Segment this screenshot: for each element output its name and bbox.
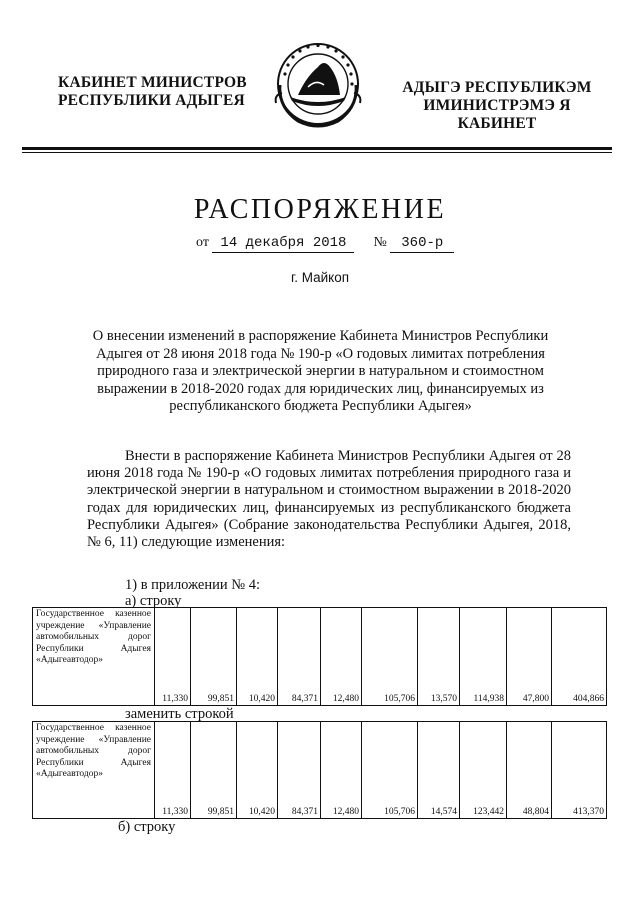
table-cell: 14,574 — [418, 722, 460, 819]
table-cell: 114,938 — [460, 608, 507, 706]
item-1b: б) строку — [118, 819, 176, 835]
new-row-table — [32, 721, 607, 819]
item-1: 1) в приложении № 4: — [125, 577, 260, 593]
header-left-line1: КАБИНЕТ МИНИСТРОВ — [58, 74, 247, 91]
table-cell: 99,851 — [191, 608, 237, 706]
document-subject: О внесении изменений в распоряжение Кабинета Министров Республики Адыгея от 28 июня 2018 года № 190-р «О годовых лимитах потребления природного газа и электрической энергии в натуральном и стоимостном выражении в 2018-2020 годах для юридических лиц, финансируемых из республиканского бюджета Республики Адыгея» — [92, 328, 549, 415]
table-cell: 11,330 — [155, 608, 191, 706]
table-cell: 105,706 — [362, 722, 418, 819]
table-cell: 84,371 — [278, 722, 321, 819]
table-cell: 12,480 — [321, 608, 362, 706]
table-cell: 413,370 — [552, 722, 607, 819]
old-row-table — [32, 607, 607, 706]
number-label: № — [373, 235, 387, 250]
table-cell: 84,371 — [278, 608, 321, 706]
table-cell: 47,800 — [507, 608, 552, 706]
table-cell: 105,706 — [362, 608, 418, 706]
header-left-title — [58, 74, 258, 110]
table-cell: 123,442 — [460, 722, 507, 819]
item-1a: а) строку — [125, 593, 182, 609]
institution-name: Государственное казенное учреждение «Управление автомобильных дорог Республики Адыгея «Адыгеавтодор» — [33, 722, 155, 819]
replace-label: заменить строкой — [125, 706, 234, 722]
table-cell: 10,420 — [237, 608, 278, 706]
document-type: РАСПОРЯЖЕНИЕ — [193, 194, 447, 225]
table-cell: 11,330 — [155, 722, 191, 819]
table-cell: 404,866 — [552, 608, 607, 706]
header-right-title — [382, 79, 612, 133]
header-left-line2: РЕСПУБЛИКИ АДЫГЕЯ — [58, 92, 245, 109]
table-cell: 99,851 — [191, 722, 237, 819]
from-label: от — [196, 235, 209, 250]
header-right-line1: АДЫГЭ РЕСПУБЛИКЭМ — [402, 79, 592, 96]
table-cell: 10,420 — [237, 722, 278, 819]
order-date-number-line — [196, 234, 496, 258]
table-cell: 12,480 — [321, 722, 362, 819]
adygea-coat-of-arms-icon — [268, 37, 368, 137]
table-row — [33, 722, 607, 819]
order-date: 14 декабря 2018 — [212, 234, 354, 253]
body-paragraph: Внести в распоряжение Кабинета Министров Республики Адыгея от 28 июня 2018 года № 190-р «О годовых лимитах потребления природного газа и электрической энергии в натуральном и стоимостном выражении в 2018-2020 годах для юридических лиц, финансируемых из республиканского бюджета Республики Адыгея» (Собрание законодательства Республики Адыгея, 2018, № 6, 11) следующие изменения: — [87, 448, 571, 551]
city: г. Майкоп — [290, 270, 350, 285]
header-divider-thick — [22, 147, 612, 150]
institution-name: Государственное казенное учреждение «Управление автомобильных дорог Республики Адыгея «Адыгеавтодор» — [33, 608, 155, 706]
header-divider-thin — [22, 152, 612, 153]
table-cell: 48,804 — [507, 722, 552, 819]
table-row — [33, 608, 607, 706]
header-right-line2: ИМИНИСТРЭМЭ Я КАБИНЕТ — [423, 97, 571, 132]
table-cell: 13,570 — [418, 608, 460, 706]
order-number: 360-р — [390, 234, 454, 253]
